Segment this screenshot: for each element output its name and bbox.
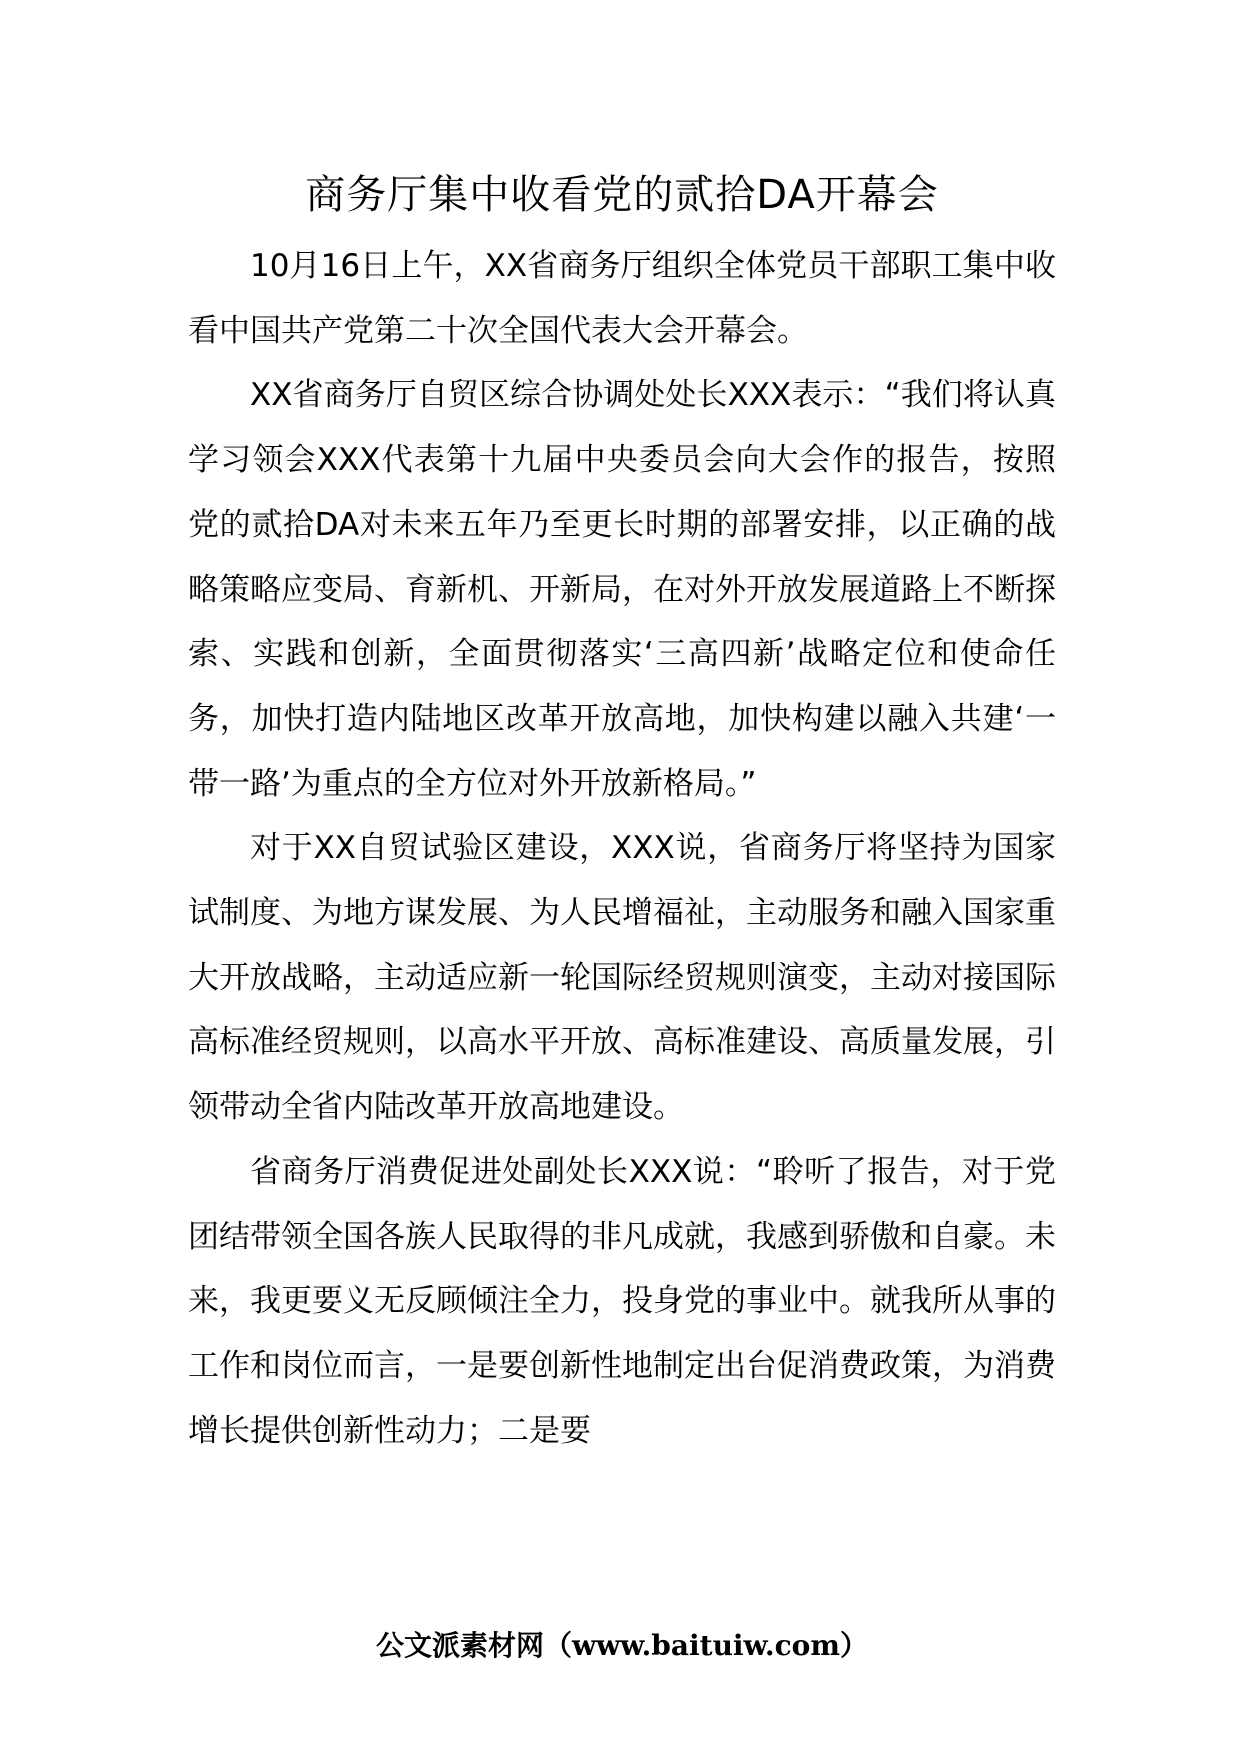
paragraph-4: 省商务厅消费促进处副处长XXX说：“聆听了报告，对于党团结带领全国各族人民取得的非凡成就，我感到骄傲和自豪。未来，我更要义无反顾倾注全力，投身党的事业中。就我所从事的工作和岗位而言，一是要创新性地制定出台促消费政策，为消费增长提供创新性动力；二是要: [188, 1153, 1056, 1449]
paragraph-1: 10月16日上午，XX省商务厅组织全体党员干部职工集中收看中国共产党第二十次全国代表大会开幕会。: [188, 248, 1056, 349]
paragraph-2: XX省商务厅自贸区综合协调处处长XXX表示：“我们将认真学习领会XXX代表第十九届中央委员会向大会作的报告，按照党的贰拾DA对未来五年乃至更长时期的部署安排，以正确的战略策略应变局、育新机、开新局，在对外开放发展道路上不断探索、实践和创新，全面贯彻落实‘三高四新’战略定位和使命任务，加快打造内陆地区改革开放高地，加快构建以融入共建‘一带一路’为重点的全方位对外开放新格局。”: [188, 377, 1056, 802]
footer-source: 公文派素材网（www.baituiw.com）: [376, 1629, 868, 1662]
paragraph-3: 对于XX自贸试验区建设，XXX说，省商务厅将坚持为国家试制度、为地方谋发展、为人民增福祉，主动服务和融入国家重大开放战略，主动适应新一轮国际经贸规则演变，主动对接国际高标准经贸规则，以高水平开放、高标准建设、高质量发展，引领带动全省内陆改革开放高地建设。: [188, 830, 1056, 1126]
document-title: 商务厅集中收看党的贰拾DA开幕会: [305, 172, 939, 218]
document-body: [188, 234, 1056, 1463]
